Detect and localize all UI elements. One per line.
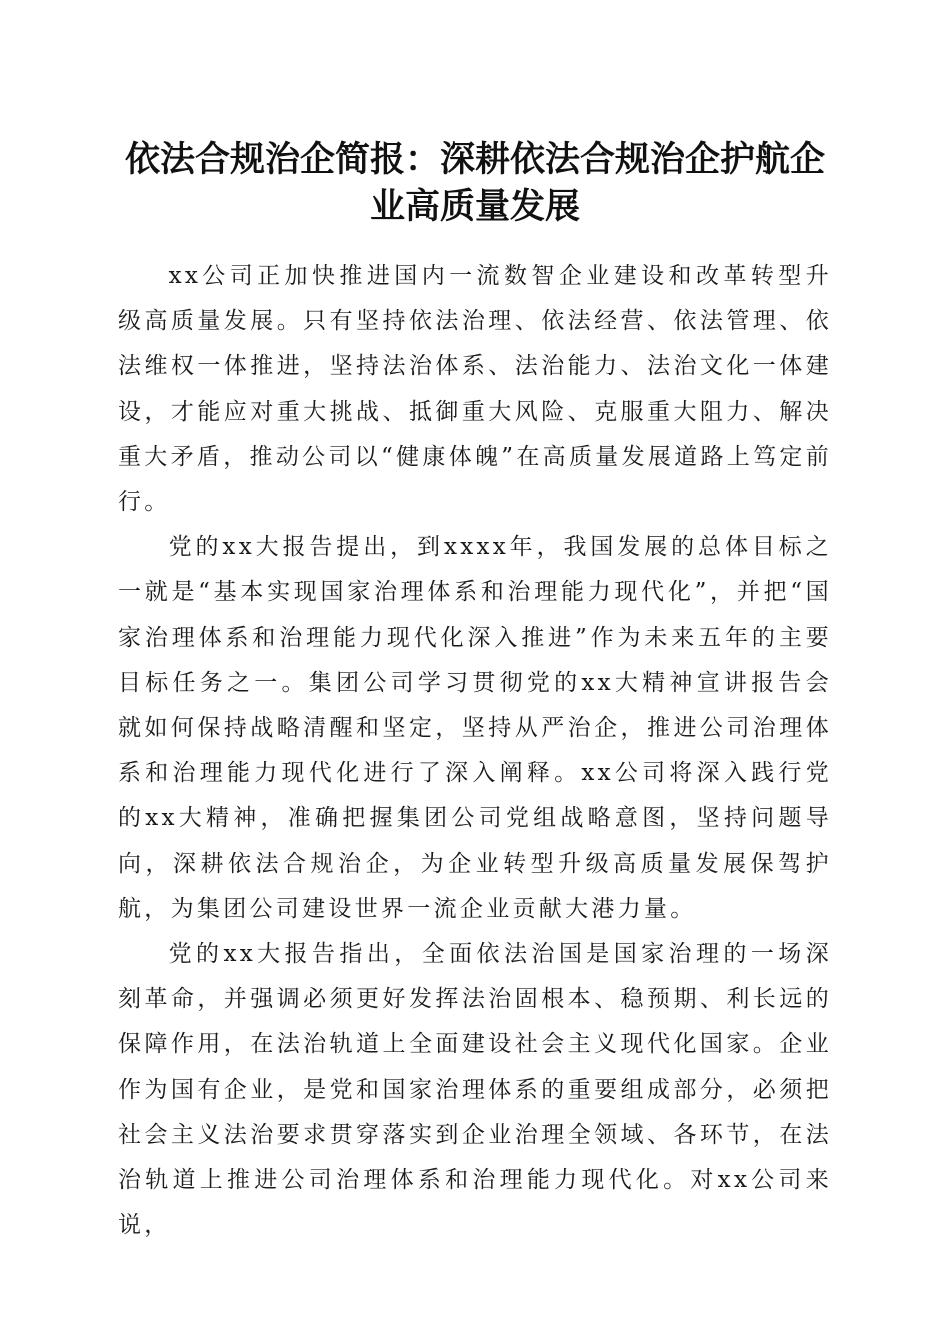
paragraph-3: 党的xx大报告指出，全面依法治国是国家治理的一场深刻革命，并强调必须更好发挥法治固根本、稳预期、利长远的保障作用，在法治轨道上全面建设社会主义现代化国家。企业作为国有企业，是党和国家治理体系的重要组成部分，必须把社会主义法治要求贯穿落实到企业治理全领域、各环节，在法治轨道上推进公司治理体系和治理能力现代化。对xx公司来说， <box>118 941 832 1239</box>
paragraph-1: xx公司正加快推进国内一流数智企业建设和改革转型升级高质量发展。只有坚持依法治理、依法经营、依法管理、依法维权一体推进，坚持法治体系、法治能力、法治文化一体建设，才能应对重大挑战、抵御重大风险、克服重大阻力、解决重大矛盾，推动公司以“健康体魄”在高质量发展道路上笃定前行。 <box>118 263 832 516</box>
document-title: 依法合规治企简报：深耕依法合规治企护航企业高质量发展 <box>124 139 825 227</box>
paragraph-2: 党的xx大报告提出，到xxxx年，我国发展的总体目标之一就是“基本实现国家治理体系和治理能力现代化”，并把“国家治理体系和治理能力现代化深入推进”作为未来五年的主要目标任务之一。集团公司学习贯彻党的xx大精神宣讲报告会就如何保持战略清醒和坚定，坚持从严治企，推进公司治理体系和治理能力现代化进行了深入阐释。xx公司将深入践行党的xx大精神，准确把握集团公司党组战略意图，坚持问题导向，深耕依法合规治企，为企业转型升级高质量发展保驾护航，为集团公司建设世界一流企业贡献大港力量。 <box>118 534 832 922</box>
document-body <box>118 254 832 1248</box>
